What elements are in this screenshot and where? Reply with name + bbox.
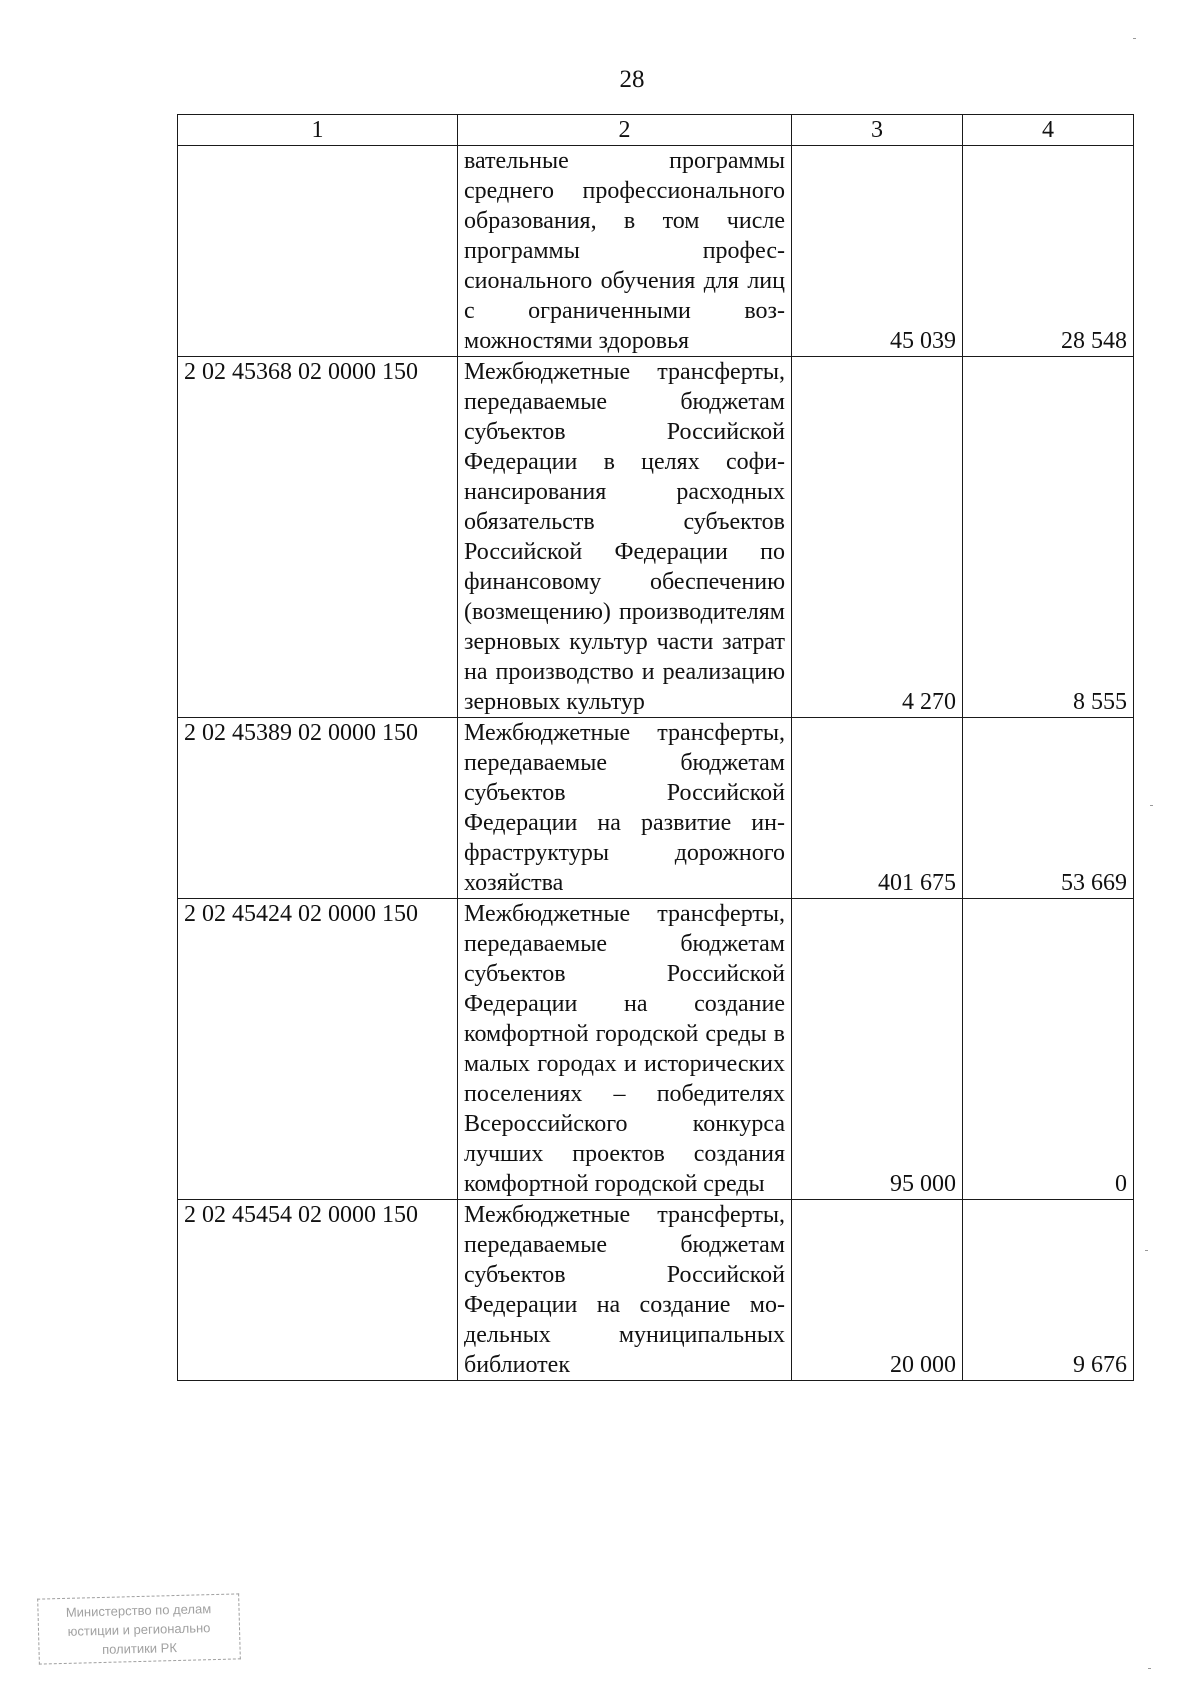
budget-code-cell: 2 02 45389 02 0000 150 [178,718,458,899]
scan-speck [1150,805,1153,806]
amount-col4-cell: 28 548 [963,146,1134,357]
table-row [178,718,1134,899]
column-header-4: 4 [963,115,1134,146]
amount-col4-cell: 8 555 [963,357,1134,718]
amount-col3-cell: 401 675 [792,718,963,899]
amount-col3-cell: 4 270 [792,357,963,718]
scan-speck [1133,38,1136,39]
column-header-2: 2 [458,115,792,146]
budget-table [177,114,1134,1381]
budget-code-cell: 2 02 45454 02 0000 150 [178,1200,458,1381]
amount-col3-cell: 95 000 [792,899,963,1200]
description-cell: Межбюджетные трансферты, передаваемые бюджетам субъектов Российской Федерации в целях софинансирования расходных обязательств субъектов Российской Федерации по финансовому обеспечению (возмещению) производителям зерновых культур части затрат на производство и реализацию зерновых культур [458,357,792,718]
table-row [178,146,1134,357]
page-number: 28 [619,66,645,93]
budget-code-cell [178,146,458,357]
description-cell: Межбюджетные трансферты, передаваемые бюджетам субъектов Российской Федерации на развитие инфраструктуры дорожного хозяйства [458,718,792,899]
scan-speck [1145,1250,1148,1251]
description-cell: вательные программы среднего профессионального образования, в том числе программы профессионального обучения для лиц с ограниченными возможностями здоровья [458,146,792,357]
amount-col4-cell: 53 669 [963,718,1134,899]
table-header-row [178,115,1134,146]
description-cell: Межбюджетные трансферты, передаваемые бюджетам субъектов Российской Федерации на создание модельных муниципальных библиотек [458,1200,792,1381]
column-header-1: 1 [178,115,458,146]
scan-speck [1148,1668,1151,1669]
budget-code-cell: 2 02 45368 02 0000 150 [178,357,458,718]
registration-stamp [37,1593,241,1664]
column-header-3: 3 [792,115,963,146]
stamp-line: юстиции и регионально [67,1620,211,1639]
stamp-line: политики РК [101,1640,178,1657]
amount-col3-cell: 45 039 [792,146,963,357]
budget-code-cell: 2 02 45424 02 0000 150 [178,899,458,1200]
amount-col3-cell: 20 000 [792,1200,963,1381]
table-row [178,899,1134,1200]
table-row [178,357,1134,718]
stamp-line: Министерство по делам [65,1601,212,1620]
table-row [178,1200,1134,1381]
amount-col4-cell: 9 676 [963,1200,1134,1381]
amount-col4-cell: 0 [963,899,1134,1200]
description-cell: Межбюджетные трансферты, передаваемые бюджетам субъектов Российской Федерации на создание комфортной городской среды в малых городах и исторических поселениях – победителях Всероссийского конкурса лучших проектов создания комфортной городской среды [458,899,792,1200]
